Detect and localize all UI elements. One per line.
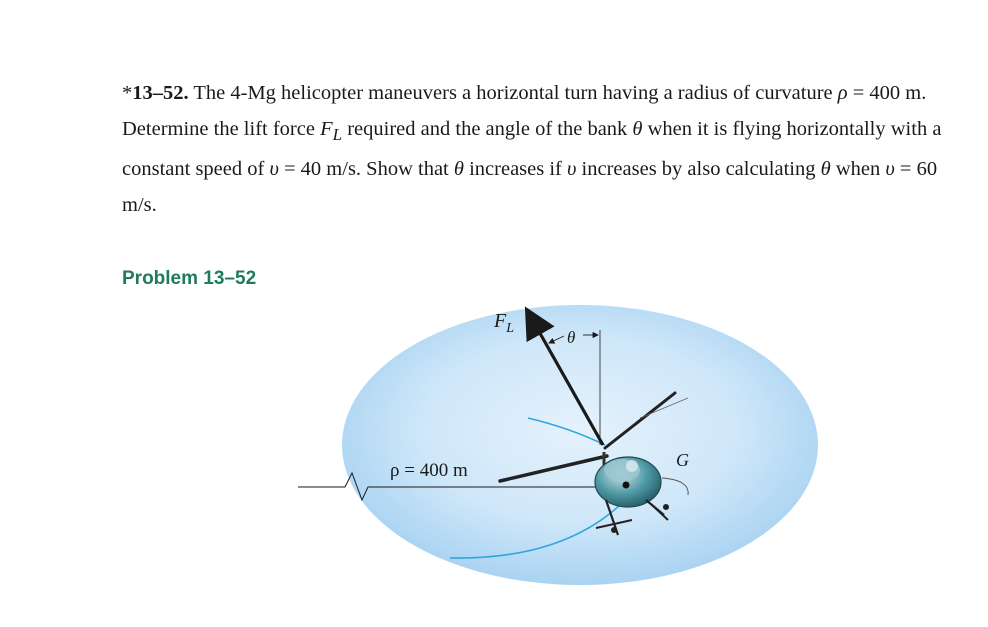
figure-caption: Problem 13–52 bbox=[122, 268, 257, 289]
problem-text-part: = 400 m. Determine the lift force bbox=[122, 82, 927, 140]
problem-star: * bbox=[122, 82, 133, 104]
theta-symbol: θ bbox=[820, 158, 831, 181]
problem-text-part: = 60 m/s. bbox=[122, 158, 938, 216]
theta-label: θ bbox=[567, 328, 576, 347]
center-of-gravity-dot bbox=[623, 482, 630, 489]
lift-force-symbol: F bbox=[320, 117, 333, 140]
problem-text-part: required and the angle of the bank bbox=[342, 117, 633, 140]
problem-text-part: increases by also calculating bbox=[576, 158, 821, 181]
problem-text-part: increases if bbox=[463, 158, 567, 181]
speed-symbol: υ bbox=[567, 158, 577, 181]
problem-number: 13–52. bbox=[132, 82, 189, 104]
speed-symbol: υ bbox=[885, 158, 895, 181]
problem-text-part: = 40 m/s. Show that bbox=[278, 158, 454, 181]
problem-text-part: when bbox=[830, 158, 886, 181]
lift-force-label: $F_L$ bbox=[494, 310, 515, 336]
problem-text-part: when it is flying horizontally with a constant speed of bbox=[122, 117, 942, 181]
rho-symbol: ρ bbox=[837, 82, 848, 104]
theta-symbol: θ bbox=[632, 117, 643, 140]
g-label: G bbox=[676, 450, 689, 470]
theta-symbol: θ bbox=[453, 158, 464, 181]
lift-force-subscript: L bbox=[332, 124, 343, 144]
horizontal-plane bbox=[342, 305, 818, 585]
radius-label: ρ = 400 m bbox=[390, 460, 468, 481]
problem-text-part: The 4-Mg helicopter maneuvers a horizontal turn having a radius of curvature bbox=[188, 82, 838, 104]
speed-symbol: υ bbox=[269, 158, 279, 181]
